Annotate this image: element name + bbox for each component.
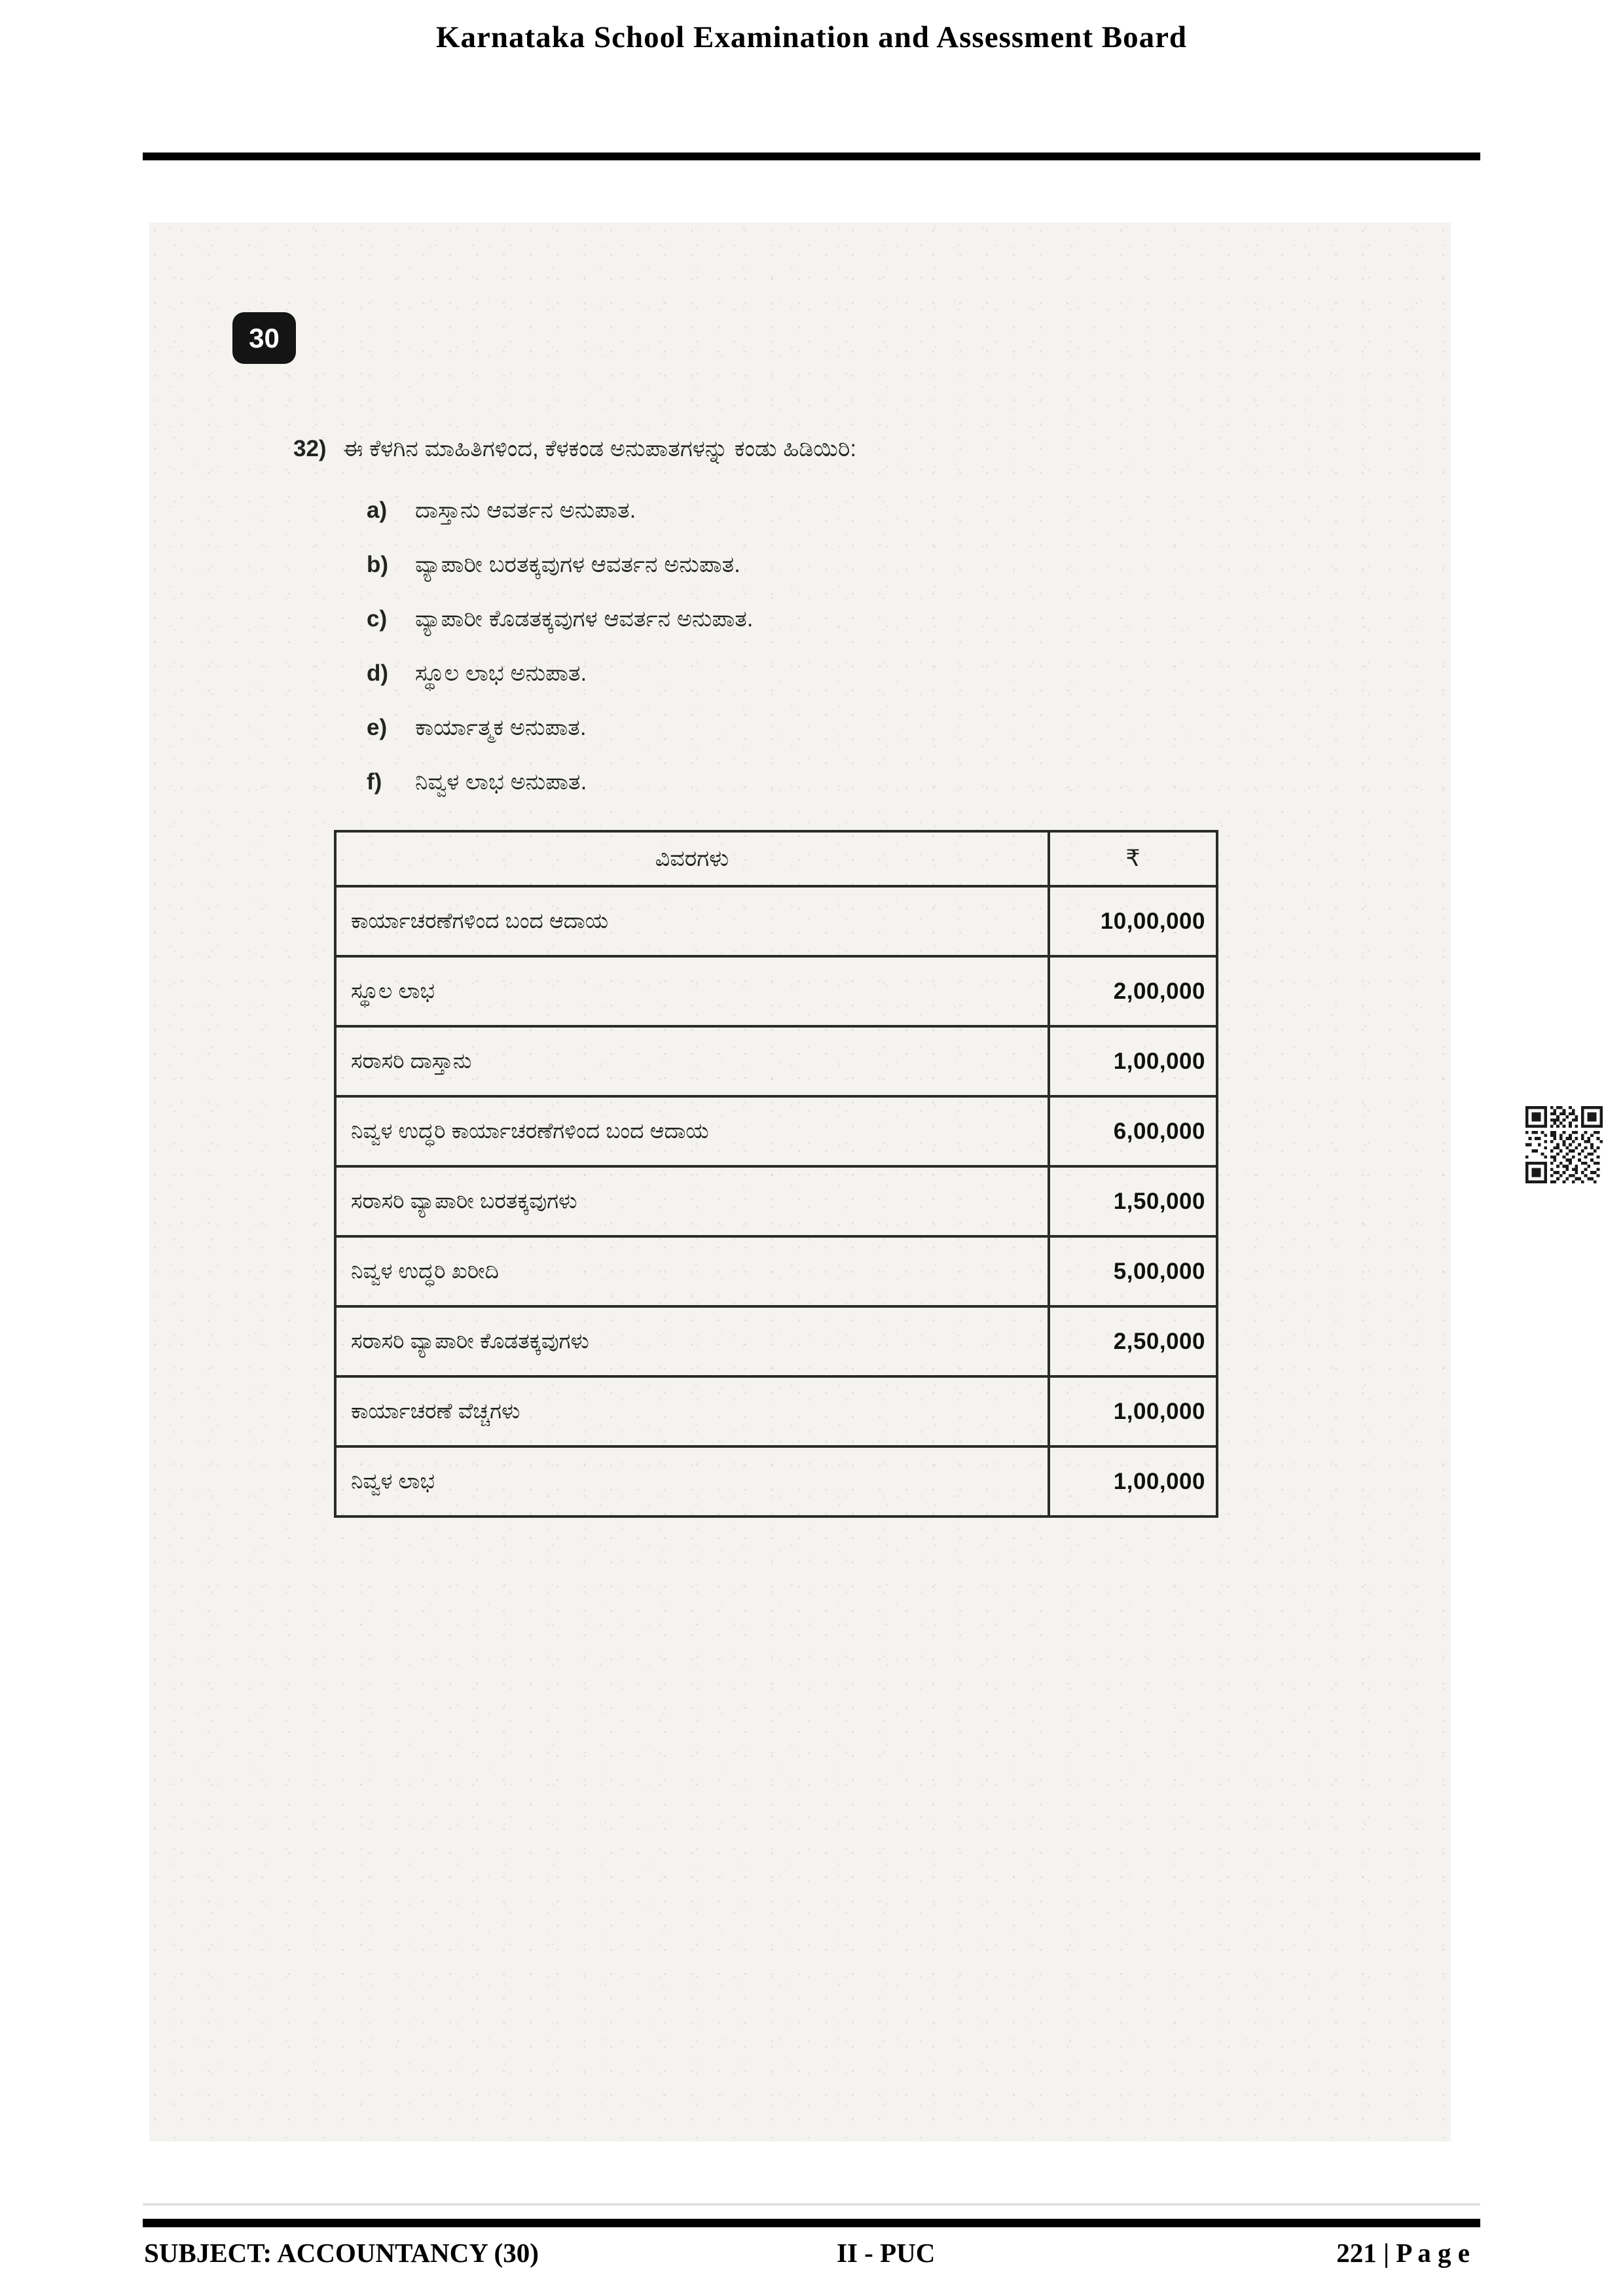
- item-label: ವ್ಯಾಪಾರೀ ಕೊಡತಕ್ಕವುಗಳ ಆವರ್ತನ ಅನುಪಾತ.: [415, 606, 754, 632]
- list-item: [367, 552, 753, 578]
- question-number: 32): [293, 436, 327, 461]
- table-row: [335, 1446, 1217, 1516]
- item-label: ಸ್ಥೂಲ ಲಾಭ ಅನುಪಾತ.: [415, 660, 587, 686]
- row-label: ಕಾರ್ಯಾಚರಣೆಗಳಿಂದ ಬಂದ ಆದಾಯ: [335, 886, 1049, 956]
- footer-course: II - PUC: [837, 2238, 936, 2268]
- table-row: [335, 1376, 1217, 1446]
- item-letter: c): [367, 606, 388, 632]
- row-label: ಸ್ಥೂಲ ಲಾಭ: [335, 956, 1049, 1026]
- row-label: ಸರಾಸರಿ ದಾಸ್ತಾನು: [335, 1026, 1049, 1096]
- item-label: ಕಾರ್ಯಾತ್ಮಕ ಅನುಪಾತ.: [415, 715, 587, 740]
- table-row: [335, 1236, 1217, 1306]
- item-label: ದಾಸ್ತಾನು ಆವರ್ತನ ಅನುಪಾತ.: [415, 497, 636, 523]
- table-row: [335, 1026, 1217, 1096]
- row-value: 6,00,000: [1049, 1096, 1217, 1166]
- row-value: 5,00,000: [1049, 1236, 1217, 1306]
- table-row: [335, 956, 1217, 1026]
- row-label: ಸರಾಸರಿ ವ್ಯಾಪಾರೀ ಬರತಕ್ಕವುಗಳು: [335, 1166, 1049, 1236]
- row-value: 1,00,000: [1049, 1446, 1217, 1516]
- list-item: [367, 715, 753, 741]
- footer-subject: SUBJECT: ACCOUNTANCY (30): [144, 2238, 539, 2268]
- item-letter: d): [367, 660, 389, 686]
- row-label: ನಿವ್ವಳ ಲಾಭ: [335, 1446, 1049, 1516]
- item-letter: b): [367, 552, 389, 577]
- question-text: ಈ ಕೆಳಗಿನ ಮಾಹಿತಿಗಳಿಂದ, ಕೆಳಕಂಡ ಅನುಪಾತಗಳನ್ನು ಕಂಡು ಹಿಡಿಯಿರಿ:: [343, 436, 857, 461]
- row-value: 1,00,000: [1049, 1026, 1217, 1096]
- col-header-amount: ₹: [1049, 831, 1217, 886]
- col-header-particulars: ವಿವರಗಳು: [335, 831, 1049, 886]
- row-value: 2,50,000: [1049, 1306, 1217, 1376]
- table-row: [335, 1166, 1217, 1236]
- item-label: ವ್ಯಾಪಾರೀ ಬರತಕ್ಕವುಗಳ ಆವರ್ತನ ಅನುಪಾತ.: [415, 552, 740, 577]
- list-item: [367, 606, 753, 632]
- footer-hairline: [143, 2203, 1480, 2206]
- table-row: [335, 1306, 1217, 1376]
- qr-code-icon: [1525, 1105, 1603, 1185]
- item-label: ನಿವ್ವಳ ಲಾಭ ಅನುಪಾತ.: [415, 769, 587, 795]
- question-subitems: [367, 497, 753, 823]
- row-value: 1,50,000: [1049, 1166, 1217, 1236]
- item-letter: f): [367, 769, 382, 795]
- footer-divider: [143, 2219, 1480, 2227]
- row-label: ಕಾರ್ಯಾಚರಣೆ ವೆಚ್ಚಗಳು: [335, 1376, 1049, 1446]
- table-row: [335, 1096, 1217, 1166]
- list-item: [367, 769, 753, 795]
- footer-page-number: 221 | P a g e: [1336, 2238, 1470, 2268]
- list-item: [367, 497, 753, 524]
- item-letter: e): [367, 715, 388, 740]
- item-letter: a): [367, 497, 388, 523]
- row-value: 10,00,000: [1049, 886, 1217, 956]
- row-value: 1,00,000: [1049, 1376, 1217, 1446]
- header-divider: [143, 152, 1480, 160]
- row-label: ಸರಾಸರಿ ವ್ಯಾಪಾರೀ ಕೊಡತಕ್ಕವುಗಳು: [335, 1306, 1049, 1376]
- subject-code-badge: [232, 312, 296, 364]
- page-title: Karnataka School Examination and Assessment Board: [435, 20, 1188, 54]
- row-value: 2,00,000: [1049, 956, 1217, 1026]
- list-item: [367, 660, 753, 687]
- subject-code-label: 30: [249, 322, 280, 353]
- table-row: [335, 886, 1217, 956]
- row-label: ನಿವ್ವಳ ಉದ್ಧರಿ ಖರೀದಿ: [335, 1236, 1049, 1306]
- row-label: ನಿವ್ವಳ ಉದ್ಧರಿ ಕಾರ್ಯಾಚರಣೆಗಳಿಂದ ಬಂದ ಆದಾಯ: [335, 1096, 1049, 1166]
- question-32: [293, 436, 1374, 462]
- particulars-table: [334, 830, 1218, 1518]
- table-header-row: [335, 831, 1217, 886]
